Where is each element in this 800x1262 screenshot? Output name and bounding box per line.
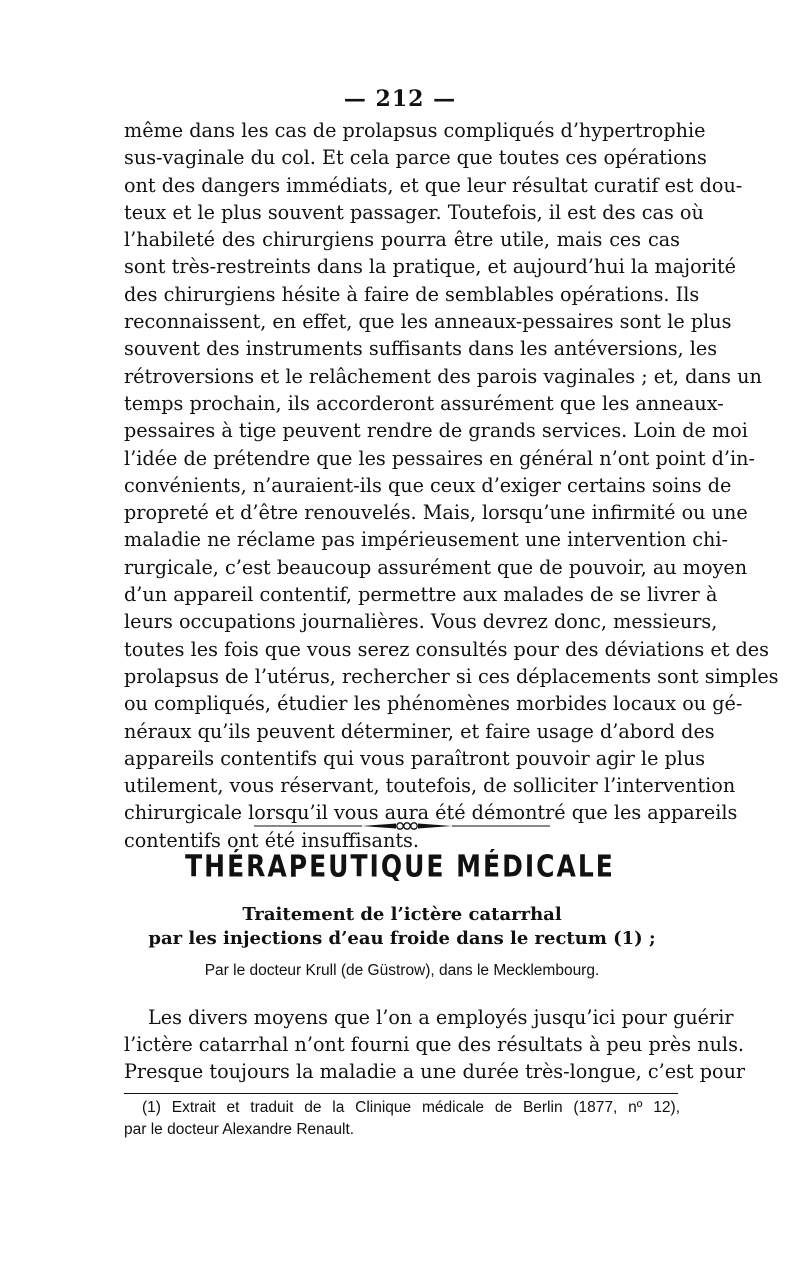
text-line: Les divers moyens que l’on a employés jusqu’ici pour guérir bbox=[148, 1006, 734, 1029]
text-line: convénients, n’auraient-ils que ceux d’exiger certains soins de bbox=[124, 473, 732, 497]
footnote bbox=[124, 1097, 680, 1141]
footnote-line: (1) Extrait et traduit de la Clinique médicale de Berlin (1877, nº 12), bbox=[142, 1099, 680, 1116]
text-line: l’habileté des chirurgiens pourra être utile, mais ces cas bbox=[124, 228, 680, 252]
text-line: ont des dangers immédiats, et que leur résultat curatif est dou- bbox=[124, 173, 743, 197]
text-line: toutes les fois que vous serez consultés pour des déviations et des bbox=[124, 637, 769, 661]
text-line: appareils contentifs qui vous paraîtront pouvoir agir le plus bbox=[124, 746, 706, 770]
text-line: utilement, vous réservant, toutefois, de solliciter l’intervention bbox=[124, 774, 736, 798]
page-number: — 212 — bbox=[343, 86, 457, 112]
article-byline: Par le docteur Krull (de Güstrow), dans le Mecklembourg. bbox=[204, 962, 600, 979]
text-line: ou compliqués, étudier les phénomènes morbides locaux ou gé- bbox=[124, 692, 743, 716]
text-line: l’ictère catarrhal n’ont fourni que des résultats à peu près nuls. bbox=[124, 1033, 745, 1056]
article-title-line-2: par les injections d’eau froide dans le rectum (1) ; bbox=[148, 928, 656, 949]
text-line: souvent des instruments suffisants dans les antéversions, les bbox=[124, 337, 718, 361]
text-line: maladie ne réclame pas impérieusement une intervention chi- bbox=[124, 528, 729, 552]
footnote-rule bbox=[124, 1093, 678, 1094]
footnote-line: par le docteur Alexandre Renault. bbox=[124, 1121, 355, 1138]
text-line: temps prochain, ils accorderont assurément que les anneaux- bbox=[124, 391, 724, 415]
text-line: teux et le plus souvent passager. Toutefois, il est des cas où bbox=[124, 200, 704, 224]
text-line: rétroversions et le relâchement des parois vaginales ; et, dans un bbox=[124, 364, 762, 388]
text-line: l’idée de prétendre que les pessaires en général n’ont point d’in- bbox=[124, 446, 755, 470]
article-intro-paragraph bbox=[124, 1004, 746, 1085]
text-line: contentifs ont été insuffisants. bbox=[124, 828, 419, 852]
text-line: rurgicale, c’est beaucoup assurément que de pouvoir, au moyen bbox=[124, 555, 748, 579]
section-title: THÉRAPEUTIQUE MÉDICALE bbox=[185, 849, 615, 884]
text-line: Presque toujours la maladie a une durée très-longue, c’est pour bbox=[124, 1060, 746, 1083]
text-line: leurs occupations journalières. Vous devrez donc, messieurs, bbox=[124, 610, 718, 634]
text-line: d’un appareil contentif, permettre aux malades de se livrer à bbox=[124, 583, 718, 607]
text-line: reconnaissent, en effet, que les anneaux-pessaires sont le plus bbox=[124, 310, 732, 334]
ornamental-divider bbox=[254, 819, 550, 833]
text-line: même dans les cas de prolapsus compliqués d’hypertrophie bbox=[124, 119, 706, 142]
text-line: sont très-restreints dans la pratique, et aujourd’hui la majorité bbox=[124, 255, 737, 279]
text-line: chirurgicale lorsqu’il vous aura été démontré que les appareils bbox=[124, 801, 738, 825]
text-line: prolapsus de l’utérus, rechercher si ces déplacements sont simples bbox=[124, 664, 779, 688]
text-line: néraux qu’ils peuvent déterminer, et faire usage d’abord des bbox=[124, 719, 715, 743]
text-line: propreté et d’être renouvelés. Mais, lorsqu’une infirmité ou une bbox=[124, 501, 748, 525]
text-line: des chirurgiens hésite à faire de semblables opérations. Ils bbox=[124, 282, 700, 306]
text-line: sus-vaginale du col. Et cela parce que toutes ces opérations bbox=[124, 146, 707, 170]
text-line: pessaires à tige peuvent rendre de grands services. Loin de moi bbox=[124, 419, 748, 443]
body-paragraph bbox=[124, 117, 779, 854]
article-title-line-1: Traitement de l’ictère catarrhal bbox=[242, 904, 562, 925]
